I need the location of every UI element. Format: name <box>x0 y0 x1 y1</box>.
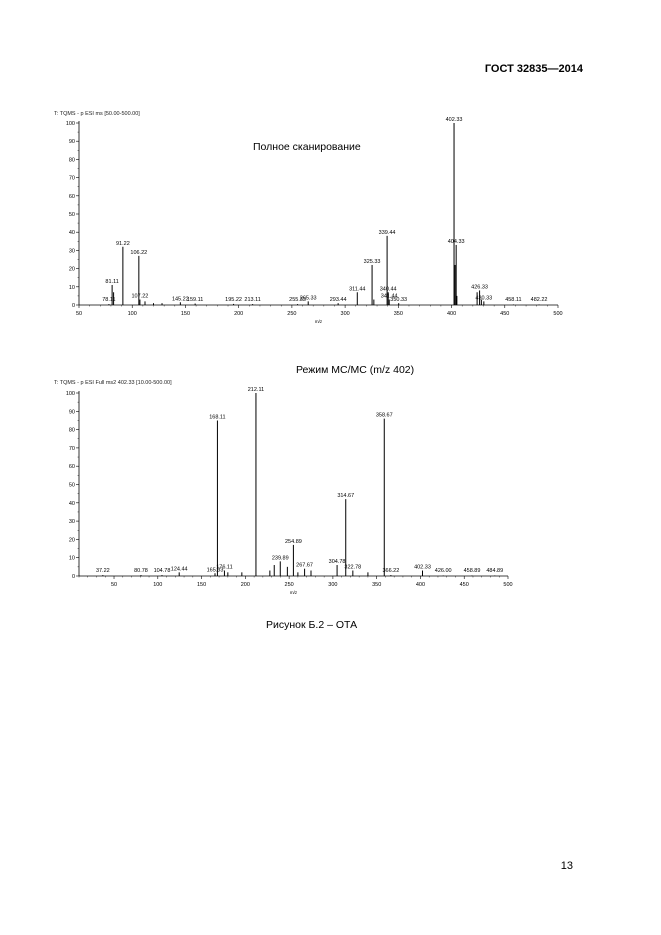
spectrum-1-peak-label: 145.22 <box>171 296 189 303</box>
spectrum-1-x-tick-label: 150 <box>180 311 191 317</box>
spectrum-2-peak-label: 165.33 <box>206 567 224 574</box>
spectrum-1-peak-label: 430.33 <box>475 295 493 302</box>
spectrum-1-peak-label: 341.44 <box>380 293 398 300</box>
spectrum-1-y-tick-label: 40 <box>68 230 75 237</box>
spectrum-2-peak-label: 176.11 <box>216 564 233 571</box>
spectrum-1-peak-label: 340.44 <box>379 286 397 293</box>
spectrum-2-y-tick-label: 50 <box>68 482 75 489</box>
spectrum-2-x-tick-label: 50 <box>110 582 118 588</box>
spectrum-1-x-tick-label: 250 <box>287 311 297 317</box>
spectrum-2-peak-label: 402.33 <box>414 564 431 571</box>
spectrum-1-y-tick-label: 50 <box>68 212 75 218</box>
spectrum-2-peak-label: 484.89 <box>486 568 504 574</box>
spectrum-2-peak-label: 358.67 <box>375 412 393 419</box>
document-header: ГОСТ 32835—2014 <box>484 63 583 75</box>
spectrum-1-x-tick-label: 450 <box>500 311 510 317</box>
spectrum-1-peak-label: 213.11 <box>244 297 261 303</box>
spectrum-1-y-tick-label: 0 <box>71 303 75 309</box>
spectrum-1-peak-label: 81.11 <box>105 278 119 285</box>
spectrum-1-peak-label: 106.22 <box>130 249 148 256</box>
spectrum-1-x-tick-label: 400 <box>446 311 457 317</box>
figure-caption: Рисунок Б.2 – ОТА <box>266 619 358 631</box>
spectrum-2-peak-label: 104.78 <box>153 568 171 574</box>
spectrum-1-peak-label: 107.22 <box>131 293 149 300</box>
spectrum-1-x-tick-label: 500 <box>553 311 563 317</box>
spectrum-2-peak-label: 322.78 <box>344 564 362 571</box>
spectrum-2-peak-label: 426.00 <box>434 568 452 574</box>
spectrum-2-peak-label: 168.11 <box>209 414 226 421</box>
spectrum-2-y-tick-label: 0 <box>71 574 75 580</box>
spectrum-1-x-tick-label: 100 <box>127 311 137 317</box>
spectrum-2-y-tick-label: 30 <box>68 519 75 526</box>
spectrum-2-x-tick-label: 150 <box>196 582 207 588</box>
spectrum-1-y-tick-label: 30 <box>68 248 75 255</box>
spectrum-1-peak-label: 458.11 <box>505 297 522 303</box>
spectrum-2-peak-label: 314.67 <box>337 493 355 500</box>
spectrum-1-peak-label: 195.22 <box>225 297 242 303</box>
spectrum-1-y-tick-label: 80 <box>68 157 75 164</box>
spectrum-2-title: Режим МС/МС (m/z 402) <box>296 364 415 376</box>
spectrum-2-y-tick-label: 20 <box>68 537 75 544</box>
spectrum-2-peak-label: 80.78 <box>134 568 148 574</box>
spectrum-2-peak-label: 239.89 <box>271 555 289 562</box>
spectrum-2-peak-label: 37.22 <box>95 568 110 574</box>
spectrum-1-title: Полное сканирование <box>253 141 361 153</box>
spectrum-1-peak-label: 339.44 <box>378 229 396 236</box>
spectrum-1-peak-label: 78.11 <box>102 297 116 303</box>
spectrum-1-peak-label: 91.22 <box>115 240 130 247</box>
spectrum-1-y-tick-label: 100 <box>65 121 75 127</box>
spectrum-1-peak-label: 265.33 <box>299 295 317 302</box>
spectrum-2-x-tick-label: 400 <box>415 582 426 588</box>
spectrum-1-peak-label: 325.33 <box>363 258 381 265</box>
spectrum-1-y-tick-label: 20 <box>68 266 75 273</box>
spectrum-1-scan-header: T: TQMS - p ESI ms [50.00-500.00] <box>54 111 140 117</box>
spectrum-2-y-tick-label: 90 <box>68 409 75 416</box>
spectrum-2-peak-label: 212.11 <box>247 387 265 393</box>
spectrum-1-x-tick-label: 50 <box>75 311 83 317</box>
spectrum-2-x-axis-label: m/z <box>289 590 298 595</box>
spectrum-1-peak-label: 159.11 <box>186 297 204 303</box>
page-number: 13 <box>560 860 573 872</box>
spectrum-1-y-tick-label: 70 <box>68 175 75 182</box>
spectrum-1-peak-label: 402.33 <box>445 117 463 123</box>
spectrum-1-y-tick-label: 60 <box>68 193 75 200</box>
spectrum-1-peak-label: 404.33 <box>447 238 465 245</box>
spectrum-2-y-tick-label: 100 <box>65 391 75 397</box>
spectrum-2-x-tick-label: 100 <box>153 582 163 588</box>
spectrum-2-x-tick-label: 200 <box>240 582 250 588</box>
spectrum-1-y-tick-label: 10 <box>68 284 75 291</box>
spectrum-1-peak-label: 255.33 <box>289 297 306 303</box>
spectrum-1-peak-label: 293.44 <box>329 297 347 303</box>
spectrum-2-peak-label: 304.78 <box>328 559 346 566</box>
spectrum-2-peak-label: 366.22 <box>382 568 400 574</box>
spectrum-1-peak-label: 311.44 <box>349 286 366 293</box>
spectrum-2-x-tick-label: 450 <box>459 582 469 588</box>
spectrum-2-scan-header: T: TQMS - p ESI Full ms2 402.33 [10.00-500.00] <box>54 380 172 386</box>
spectrum-2-x-tick-label: 350 <box>372 582 382 588</box>
spectrum-1-peak-label: 482.22 <box>530 297 548 303</box>
spectrum-2-y-tick-label: 60 <box>68 464 75 471</box>
spectrum-2-x-tick-label: 300 <box>328 582 338 588</box>
spectrum-2-y-tick-label: 80 <box>68 427 75 434</box>
spectrum-2-peak-label: 124.44 <box>170 566 188 573</box>
spectrum-2-x-tick-label: 500 <box>503 582 513 588</box>
spectrum-2-y-tick-label: 70 <box>68 445 75 452</box>
spectrum-1-x-axis-label: m/z <box>314 319 323 324</box>
spectrum-1-x-tick-label: 200 <box>234 311 244 317</box>
spectrum-2-peak-label: 254.89 <box>284 538 302 545</box>
spectrum-2-y-tick-label: 10 <box>68 555 75 562</box>
spectrum-1-x-tick-label: 300 <box>340 311 350 317</box>
spectrum-2-peak-label: 458.89 <box>463 568 481 574</box>
spectrum-2-y-tick-label: 40 <box>68 500 75 507</box>
spectrum-1-peak-label: 426.33 <box>471 284 488 291</box>
spectrum-1-x-tick-label: 350 <box>393 311 403 317</box>
spectrum-2-x-tick-label: 250 <box>284 582 294 588</box>
spectrum-1-y-tick-label: 90 <box>68 139 75 146</box>
spectrum-1-peak-label: 350.33 <box>390 297 408 303</box>
spectrum-2-peak-label: 267.67 <box>296 562 314 569</box>
